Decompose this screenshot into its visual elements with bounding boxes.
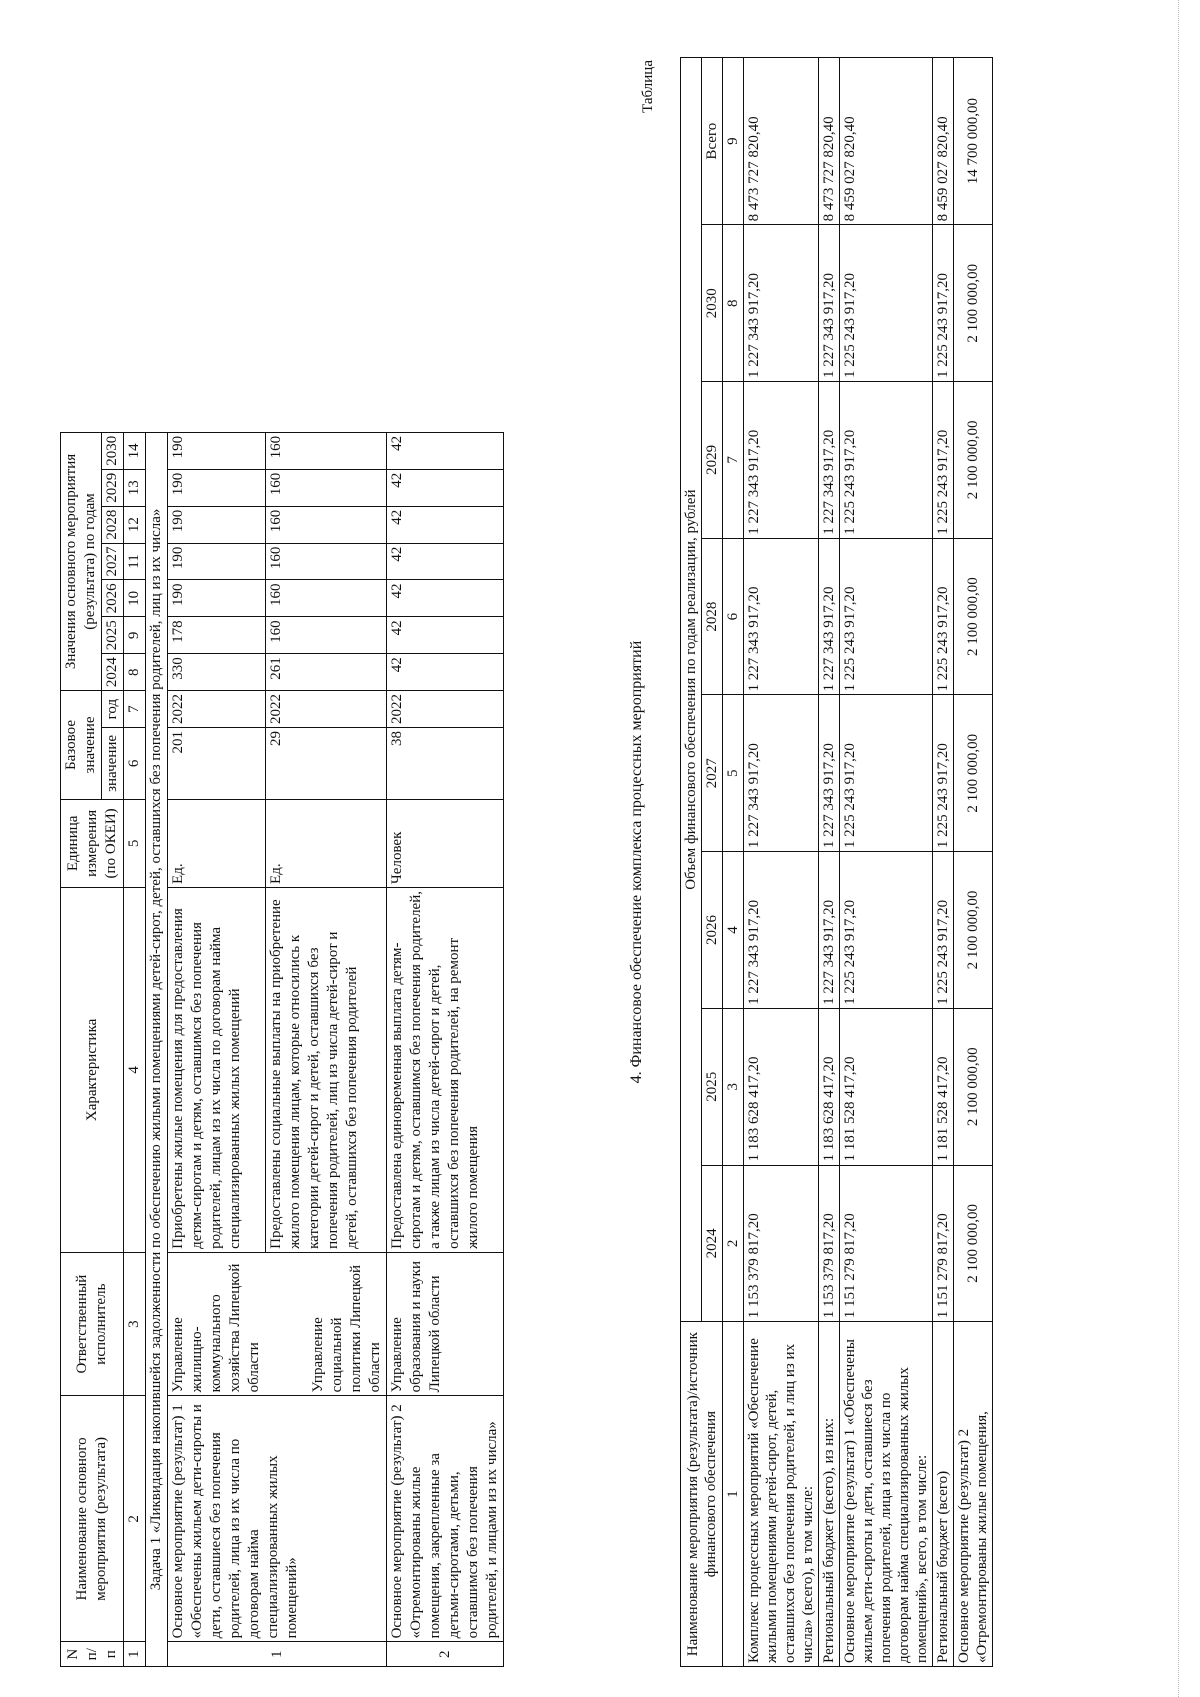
amount-total: 8 473 727 820,40: [819, 58, 840, 225]
year-value: 190: [168, 469, 266, 506]
year-value: 190: [168, 543, 266, 580]
col-number: 1: [723, 1322, 744, 1667]
header-year: 2029: [102, 469, 124, 506]
finance-name: Комплекс процессных мероприятий «Обеспечение жилыми помещениями детей-сирот, детей, оставшихся без попечения родителей, и лиц из их числа» (всего), в том числе:: [744, 1322, 819, 1667]
amount: 2 100 000,00: [954, 225, 993, 382]
col-number: 14: [124, 432, 146, 469]
responsible: Управление образования и науки Липецкой области: [387, 1252, 504, 1396]
column-numbers-row: [723, 58, 744, 1667]
base-year: 2022: [265, 691, 386, 728]
col-number: 10: [124, 580, 146, 617]
col-number: 4: [124, 887, 146, 1252]
amount: 1 227 343 917,20: [819, 225, 840, 382]
header-name: Наименование основного мероприятия (результата): [61, 1396, 124, 1642]
amount: 2 100 000,00: [954, 1008, 993, 1165]
amount-total: 8 459 027 820,40: [840, 58, 933, 225]
header-year: 2026: [102, 580, 124, 617]
header-characteristic: Характеристика: [61, 887, 124, 1252]
amount: 1 151 279 817,20: [933, 1165, 954, 1322]
task-heading: Задача 1 «Ликвидация накопившейся задолженности по обеспечению жилыми помещениями детей-сирот, детей, оставшихся без попечения родителей, лиц из их числа»: [146, 432, 168, 1666]
col-number: 5: [723, 695, 744, 852]
amount: 1 227 343 917,20: [819, 538, 840, 695]
base-year: 2022: [168, 691, 266, 728]
col-number: 6: [723, 538, 744, 695]
col-number: 11: [124, 543, 146, 580]
col-number: 8: [124, 654, 146, 691]
col-number: 9: [723, 58, 744, 225]
amount: 1 225 243 917,20: [933, 225, 954, 382]
year-value: 190: [168, 506, 266, 543]
col-number: 6: [124, 728, 146, 800]
characteristic: Предоставлены социальные выплаты на приобретение жилого помещения лицам, которые относились к категории детей-сирот и детей, оставшихся без попечения родителей, лиц из числа детей-сирот и детей, оставшихся без попечения родителей: [265, 887, 386, 1252]
amount: 1 225 243 917,20: [840, 382, 933, 539]
header-year: 2028: [702, 538, 723, 695]
amount: 1 183 628 417,20: [819, 1008, 840, 1165]
table-row: [954, 58, 993, 1667]
amount: 1 183 628 417,20: [744, 1008, 819, 1165]
header-volume: Объем финансового обеспечения по годам реализации, рублей: [681, 58, 702, 1322]
section-title: 4. Финансовое обеспечение комплекса процессных мероприятий: [628, 640, 645, 1084]
amount: 1 225 243 917,20: [933, 538, 954, 695]
amount: 2 100 000,00: [954, 538, 993, 695]
row-number: 2: [387, 1642, 504, 1667]
header-base: Базовое значение: [61, 691, 102, 800]
header-year: 2030: [702, 225, 723, 382]
responsible-housing: Управление жилищно-коммунального хозяйства Липецкой области: [170, 1263, 262, 1393]
base-value: 201: [168, 728, 266, 800]
year-value: 160: [265, 432, 386, 469]
header-year: 2027: [102, 543, 124, 580]
table-row: [933, 58, 954, 1667]
amount: 1 153 379 817,20: [819, 1165, 840, 1322]
amount: 2 100 000,00: [954, 1165, 993, 1322]
header-responsible: Ответственный исполнитель: [61, 1252, 124, 1396]
year-value: 160: [265, 506, 386, 543]
table-row: [840, 58, 933, 1667]
col-number: 9: [124, 617, 146, 654]
base-value: 29: [265, 728, 386, 800]
year-value: 190: [168, 580, 266, 617]
amount-total: 8 459 027 820,40: [933, 58, 954, 225]
header-n: N п/п: [61, 1642, 124, 1667]
page-edge-line: [1178, 0, 1179, 1697]
col-number: 4: [723, 852, 744, 1009]
table-label: Таблица: [640, 60, 656, 113]
characteristic: Приобретены жилые помещения для предоставления детям-сиротам и детям, оставшимся без попечения родителей, лицам из их числа по договорам найма специализированных жилых помещений: [168, 887, 266, 1252]
unit: Человек: [387, 799, 504, 887]
responsible-social: Управление социальной политики Липецкой области: [310, 1264, 383, 1393]
amount: 1 153 379 817,20: [744, 1165, 819, 1322]
header-base-year: год: [102, 691, 124, 728]
year-value: 42: [387, 580, 504, 617]
col-number: 7: [124, 691, 146, 728]
amount: 1 227 343 917,20: [819, 695, 840, 852]
header-year: 2026: [702, 852, 723, 1009]
amount: 2 100 000,00: [954, 852, 993, 1009]
year-value: 160: [265, 469, 386, 506]
header-year: 2030: [102, 432, 124, 469]
header-year: 2027: [702, 695, 723, 852]
header-year: 2024: [702, 1165, 723, 1322]
measure-name: Основное мероприятие (результат) 1 «Обеспечены жильем дети-сироты и дети, оставшиеся без попечения родителей, лица из их числа по договорам найма специализированных жилых помещений»: [168, 1396, 387, 1642]
finance-name: Региональный бюджет (всего), из них:: [819, 1322, 840, 1667]
year-value: 42: [387, 543, 504, 580]
row-number: 1: [168, 1642, 387, 1667]
amount: 1 227 343 917,20: [744, 225, 819, 382]
header-year: 2028: [102, 506, 124, 543]
table-row: [744, 58, 819, 1667]
header-year: 2025: [102, 617, 124, 654]
header-year: 2029: [702, 382, 723, 539]
amount: 1 225 243 917,20: [840, 225, 933, 382]
header-unit: Единица измерения (по ОКЕИ): [61, 799, 124, 887]
col-number: 3: [723, 1008, 744, 1165]
year-value: 42: [387, 469, 504, 506]
amount: 1 225 243 917,20: [933, 382, 954, 539]
header-total: Всего: [702, 58, 723, 225]
base-year: 2022: [387, 691, 504, 728]
amount: 1 225 243 917,20: [840, 695, 933, 852]
col-number: 5: [124, 799, 146, 887]
year-value: 42: [387, 617, 504, 654]
characteristic: Предоставлена единовременная выплата детям-сиротам и детям, оставшимся без попечения родителей, а также лицам из числа детей-сирот и детей, оставшихся без попечения родителей, на ремонт жилого помещения: [387, 887, 504, 1252]
year-value: 160: [265, 543, 386, 580]
table-row: [819, 58, 840, 1667]
results-table: [60, 57, 504, 1667]
col-number: 2: [124, 1396, 146, 1642]
amount: 1 227 343 917,20: [819, 852, 840, 1009]
year-value: 330: [168, 654, 266, 691]
amount: 1 227 343 917,20: [744, 695, 819, 852]
year-value: 178: [168, 617, 266, 654]
header-values: Значения основного мероприятия (результата) по годам: [61, 432, 102, 690]
amount: 1 225 243 917,20: [840, 852, 933, 1009]
col-number: 12: [124, 506, 146, 543]
col-number: 1: [124, 1642, 146, 1667]
unit: Ед.: [168, 799, 266, 887]
finance-name: Основное мероприятие (результат) 1 «Обеспечены жильем дети-сироты и дети, оставшиеся без попечения родителей, лица из их числа по договорам найма специализированных жилых помещений», всего, в том числе:: [840, 1322, 933, 1667]
year-value: 190: [168, 432, 266, 469]
col-number: 8: [723, 225, 744, 382]
amount-total: 8 473 727 820,40: [744, 58, 819, 225]
header-base-value: значение: [102, 728, 124, 800]
amount: 2 100 000,00: [954, 382, 993, 539]
year-value: 160: [265, 617, 386, 654]
year-value: 42: [387, 654, 504, 691]
amount: 1 227 343 917,20: [744, 382, 819, 539]
header-finance-name: Наименование мероприятия (результата)/источник финансового обеспечения: [681, 1322, 723, 1667]
amount: 2 100 000,00: [954, 695, 993, 852]
col-number: 2: [723, 1165, 744, 1322]
year-value: 160: [265, 580, 386, 617]
year-value: 42: [387, 432, 504, 469]
col-number: 7: [723, 382, 744, 539]
unit: Ед.: [265, 799, 386, 887]
header-year: 2024: [102, 654, 124, 691]
finance-name: Региональный бюджет (всего): [933, 1322, 954, 1667]
responsible-cell: [168, 1252, 387, 1396]
amount: 1 227 343 917,20: [744, 538, 819, 695]
header-year: 2025: [702, 1008, 723, 1165]
amount: 1 181 528 417,20: [933, 1008, 954, 1165]
measure-name: Основное мероприятие (результат) 2 «Отремонтированы жилые помещения, закрепленные за детьми-сиротами, детьми, оставшимся без попечения родителей, и лицами из их числа»: [387, 1396, 504, 1642]
col-number: 13: [124, 469, 146, 506]
amount-total: 14 700 000,00: [954, 58, 993, 225]
base-value: 38: [387, 728, 504, 800]
year-value: 42: [387, 506, 504, 543]
finance-name: Основное мероприятие (результат) 2 «Отремонтированы жилые помещения,: [954, 1322, 993, 1667]
amount: 1 225 243 917,20: [933, 695, 954, 852]
year-value: 261: [265, 654, 386, 691]
amount: 1 227 343 917,20: [819, 382, 840, 539]
amount: 1 225 243 917,20: [840, 538, 933, 695]
amount: 1 227 343 917,20: [744, 852, 819, 1009]
finance-table: [680, 57, 993, 1667]
amount: 1 181 528 417,20: [840, 1008, 933, 1165]
col-number: 3: [124, 1252, 146, 1396]
amount: 1 225 243 917,20: [933, 852, 954, 1009]
amount: 1 151 279 817,20: [840, 1165, 933, 1322]
